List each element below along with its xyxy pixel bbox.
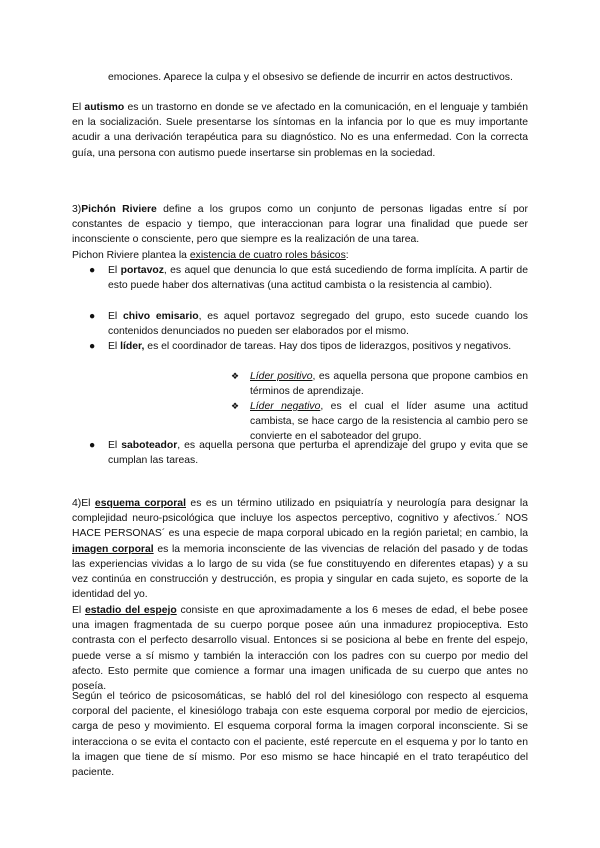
- bullet-icon: ●: [89, 341, 96, 352]
- sub-item-lider-negativo: ❖ Líder negativo, es el cual el líder asume una actitud cambista, se hace cargo de la resistencia al cambio pero se convierte en el saboteador del grupo.: [231, 401, 529, 443]
- list-item-saboteador: ● El saboteador, es aquella persona que perturba el aprendizaje del grupo y evita que se cumplan las tareas.: [89, 440, 528, 467]
- bullet-icon: ●: [89, 440, 96, 451]
- list-item-lider: ● El líder, es el coordinador de tareas. Hay dos tipos de liderazgos, positivos y negativos.: [89, 339, 528, 354]
- pichon-paragraph: 3)Pichón Riviere define a los grupos como un conjunto de personas ligadas entre sí por constantes de espacio y tiempo, que interaccionan para lograr una finalidad que puede ser inconsciente o consciente, pero que siempre es la realización de una tarea.: [72, 204, 529, 246]
- autismo-term: autismo: [84, 102, 125, 113]
- sub-item-lider-positivo: ❖ Líder positivo, es aquella persona que propone cambios en términos de aprendizaje.: [231, 371, 528, 398]
- list-item-chivo-emisario: ● El chivo emisario, es aquel portavoz segregado del grupo, esto sucede cuando los contenidos denunciados no pueden ser elaborados por el mismo.: [89, 311, 528, 338]
- emociones-paragraph: emociones. Aparece la culpa y el obsesivo se defiende de incurrir en actos destructivos.: [108, 72, 513, 83]
- imagen-corporal-term: imagen corporal: [72, 543, 154, 555]
- espejo-term: estadio del espejo: [84, 605, 177, 616]
- esquema-term: esquema corporal: [94, 498, 186, 509]
- espejo-paragraph: El estadio del espejo consiste en que aproximadamente a los 6 meses de edad, el bebe posee una imagen fragmentada de su cuerpo porque posee aún una inmadurez propioceptiva. Esto contrasta con el perfecto desarrollo visual. Entonces si se posiciona al bebe en frente del espejo, puede verse a sí mismo y también la interacción con los padres con su cuerpo por medio del afecto. Esto permite que comience a formar una imagen unificada de su cuerpo que antes no poseía.: [72, 605, 528, 693]
- roles-heading: existencia de cuatro roles básicos: [189, 250, 346, 261]
- pichon-term: Pichón Riviere: [81, 204, 157, 215]
- diamond-bullet-icon: ❖: [231, 371, 240, 381]
- esquema-paragraph: 4)El esquema corporal es es un término utilizado en psiquiatría y neurología para designar la complejidad neuro-psicológica que incluye los aspectos perceptivo, cognitivo y afectivos.´ NOS HACE PERSONAS´ es una especie de mapa corporal ubicado en la región parietal; en cambio, la imagen corporal es la memoria inconsciente de las vivencias de relación del pasado y de todas las experiencias vividas a lo largo de su vida (se fue constituyendo en diferentes etapas) y a su vez continúa en construcción y destrucción, es propia y singular en cada sujeto, es soporte de la identidad del yo.: [72, 498, 528, 601]
- plantea-line: Pichon Riviere plantea la existencia de cuatro roles básicos:: [72, 250, 349, 261]
- bullet-icon: ●: [89, 265, 96, 276]
- diamond-bullet-icon: ❖: [231, 401, 240, 411]
- autismo-paragraph: El autismo es un trastorno en donde se ve afectado en la comunicación, en el lenguaje y también en la socialización. Suele presentarse los síntomas en la infancia por lo que es muy importante acudir a una derivación terapéutica para su diagnóstico. No es una enfermedad. Con la correcta guía, una persona con autismo puede insertarse sin problemas en la sociedad.: [72, 102, 528, 159]
- list-item-portavoz: ● El portavoz, es aquel que denuncia lo que está sucediendo de forma implícita. A partir de esto puede haber dos alternativas (una actitud cambista o la resistencia al cambio).: [89, 265, 528, 292]
- kinesiologo-paragraph: Según el teórico de psicosomáticas, se habló del rol del kinesiólogo con respecto al esquema corporal del paciente, el kinesiólogo trabaja con este esquema corporal por medio de ejercicios, carga de peso y movimiento. El esquema corporal forma la imagen corporal inconsciente. Si se interacciona o se evita el contacto con el paciente, esté repercute en el esquema y por lo tanto en la imagen que tiene de sí mismo. Por eso mismo se hace hincapié en el trato terapéutico del paciente.: [72, 691, 528, 779]
- bullet-icon: ●: [89, 311, 96, 322]
